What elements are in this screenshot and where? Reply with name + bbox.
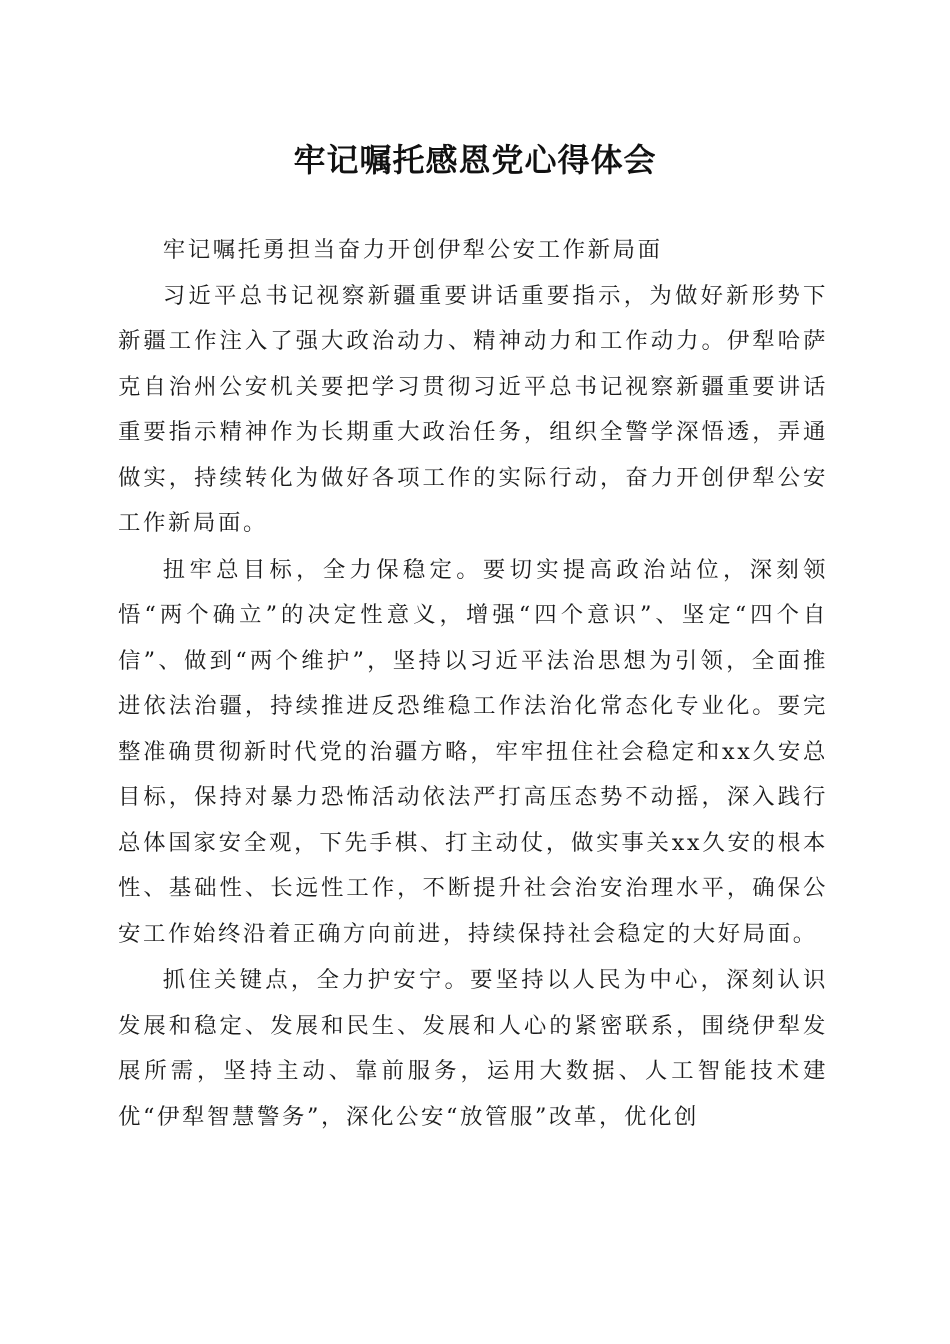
document-title: 牢记嘱托感恩党心得体会 (293, 141, 657, 179)
intro-paragraph: 习近平总书记视察新疆重要讲话重要指示，为做好新形势下新疆工作注入了强大政治动力、精神动力和工作动力。伊犁哈萨克自治州公安机关要把学习贯彻习近平总书记视察新疆重要讲话重要指示精神作为长期重大政治任务，组织全警学深悟透，弄通做实，持续转化为做好各项工作的实际行动，奋力开创伊犁公安工作新局面。 (118, 282, 828, 536)
document-body (118, 228, 828, 1140)
subtitle-paragraph: 牢记嘱托勇担当奋力开创伊犁公安工作新局面 (162, 237, 663, 263)
stability-paragraph: 扭牢总目标，全力保稳定。要切实提高政治站位，深刻领悟“两个确立”的决定性意义，增强“四个意识”、坚定“四个自信”、做到“两个维护”，坚持以习近平法治思想为引领，全面推进依法治疆，持续推进反恐维稳工作法治化常态化专业化。要完整准确贯彻新时代党的治疆方略，牢牢扭住社会稳定和xx久安总目标，保持对暴力恐怖活动依法严打高压态势不动摇，深入践行总体国家安全观，下先手棋、打主动仗，做实事关xx久安的根本性、基础性、长远性工作，不断提升社会治安治理水平，确保公安工作始终沿着正确方向前进，持续保持社会稳定的大好局面。 (118, 556, 828, 947)
security-paragraph: 抓住关键点，全力护安宁。要坚持以人民为中心，深刻认识发展和稳定、发展和民生、发展和人心的紧密联系，围绕伊犁发展所需，坚持主动、靠前服务，运用大数据、人工智能技术建优“伊犁智慧警务”，深化公安“放管服”改革，优化创 (118, 967, 828, 1130)
